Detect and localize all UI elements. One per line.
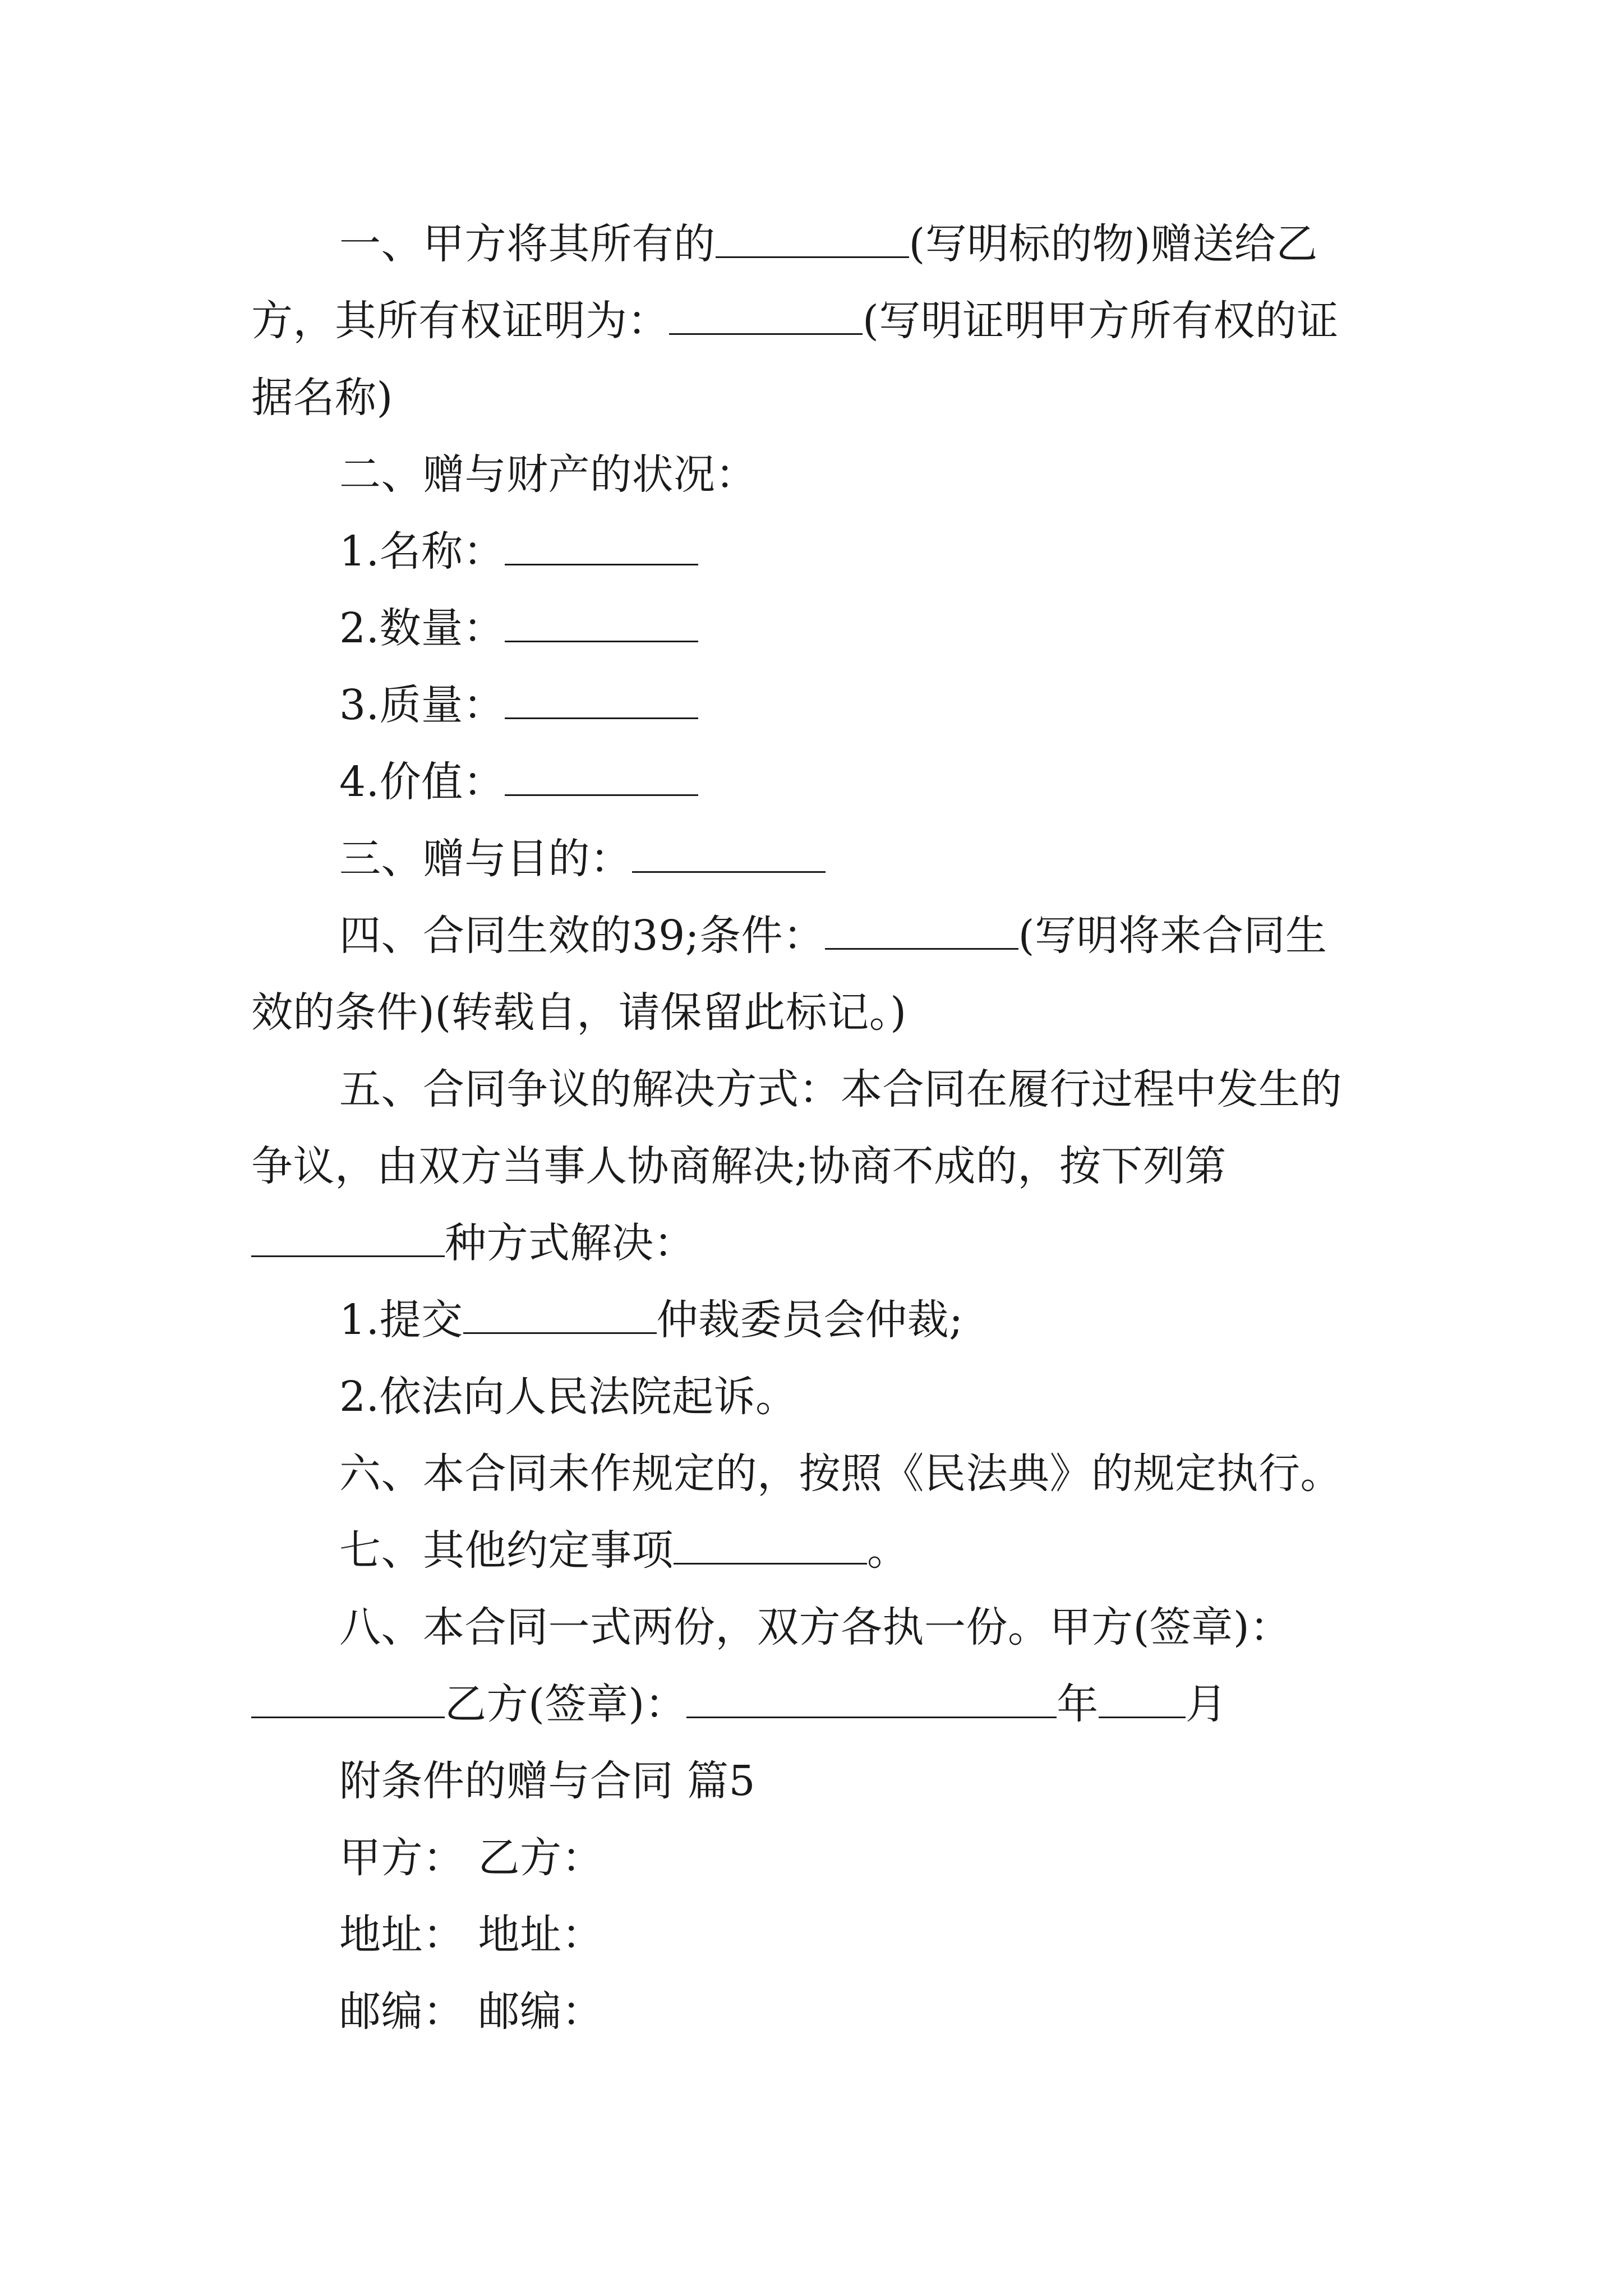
text: 效的条件)(转载自，请保留此标记。) bbox=[251, 988, 907, 1037]
text: 地址： 地址： bbox=[339, 1911, 604, 1959]
signature-line bbox=[251, 1676, 1227, 1732]
clause-5-option-1 bbox=[339, 1292, 963, 1348]
blank-field[interactable] bbox=[505, 523, 698, 565]
clause-3 bbox=[339, 831, 826, 887]
item-quantity bbox=[339, 600, 698, 656]
text: 年 bbox=[1057, 1680, 1099, 1728]
blank-field[interactable] bbox=[463, 1292, 657, 1334]
clause-7 bbox=[339, 1522, 909, 1579]
text: 据名称) bbox=[251, 374, 393, 422]
clause-4-line-2 bbox=[251, 984, 907, 1041]
blank-field[interactable] bbox=[669, 293, 863, 335]
text: (写明将来合同生 bbox=[1018, 912, 1327, 960]
text: 七、其他约定事项 bbox=[339, 1526, 674, 1575]
clause-8-line-1 bbox=[339, 1599, 1292, 1655]
blank-field[interactable] bbox=[825, 908, 1018, 950]
blank-field[interactable] bbox=[686, 1676, 1057, 1718]
clause-5-option-2 bbox=[339, 1369, 797, 1425]
text: 甲方： 乙方： bbox=[339, 1834, 604, 1882]
blank-field[interactable] bbox=[674, 1522, 867, 1565]
blank-field[interactable] bbox=[505, 754, 698, 796]
address-line bbox=[339, 1907, 603, 1963]
text: 附条件的赠与合同 篇5 bbox=[339, 1757, 756, 1805]
blank-field[interactable] bbox=[251, 1676, 445, 1718]
blank-field[interactable] bbox=[505, 600, 698, 642]
clause-6 bbox=[339, 1446, 1342, 1502]
blank-field[interactable] bbox=[716, 216, 909, 258]
text: 邮编： 邮编： bbox=[339, 1987, 604, 2036]
clause-4-line-1 bbox=[339, 908, 1327, 964]
blank-field[interactable] bbox=[505, 677, 698, 719]
clause-5-line-2 bbox=[251, 1138, 1227, 1194]
text: 方，其所有权证明为： bbox=[251, 297, 669, 345]
text: 乙方(签章)： bbox=[445, 1680, 687, 1728]
text: 四、合同生效的39;条件： bbox=[339, 912, 825, 960]
blank-field[interactable] bbox=[1099, 1676, 1186, 1718]
text: 六、本合同未作规定的，按照《民法典》的规定执行。 bbox=[339, 1450, 1342, 1498]
text: (写明标的物)赠送给乙 bbox=[909, 220, 1318, 268]
text: 月 bbox=[1185, 1680, 1228, 1728]
text: 仲裁委员会仲裁; bbox=[656, 1296, 963, 1344]
blank-field[interactable] bbox=[632, 831, 826, 873]
section-title bbox=[339, 1753, 755, 1809]
text: 种方式解决： bbox=[445, 1219, 695, 1267]
postcode-line bbox=[339, 1984, 603, 2040]
clause-1-line-1 bbox=[339, 216, 1318, 272]
text: 2.数量： bbox=[339, 604, 505, 652]
text: 2.依法向人民法院起诉。 bbox=[339, 1373, 797, 1421]
party-line bbox=[339, 1830, 603, 1886]
text: 3.质量： bbox=[339, 681, 505, 729]
text: 三、赠与目的： bbox=[339, 835, 632, 883]
text: 1.名称： bbox=[339, 527, 505, 576]
text: 。 bbox=[867, 1526, 909, 1575]
text: 4.价值： bbox=[339, 758, 505, 806]
text: (写明证明甲方所有权的证 bbox=[863, 297, 1339, 345]
item-quality bbox=[339, 677, 698, 733]
text: 1.提交 bbox=[339, 1296, 463, 1344]
clause-5-line-1 bbox=[339, 1061, 1342, 1117]
text: 二、赠与财产的状况： bbox=[339, 450, 757, 499]
clause-2-heading bbox=[339, 447, 757, 503]
clause-5-line-3 bbox=[251, 1215, 695, 1271]
text: 争议，由双方当事人协商解决;协商不成的，按下列第 bbox=[251, 1142, 1227, 1190]
clause-1-line-3 bbox=[251, 370, 393, 426]
text: 五、合同争议的解决方式：本合同在履行过程中发生的 bbox=[339, 1065, 1342, 1114]
blank-field[interactable] bbox=[251, 1215, 445, 1257]
text: 一、甲方将其所有的 bbox=[339, 220, 716, 268]
clause-1-line-2 bbox=[251, 293, 1339, 349]
item-name bbox=[339, 523, 698, 579]
item-value bbox=[339, 754, 698, 810]
text: 八、本合同一式两份，双方各执一份。甲方(签章)： bbox=[339, 1603, 1292, 1651]
